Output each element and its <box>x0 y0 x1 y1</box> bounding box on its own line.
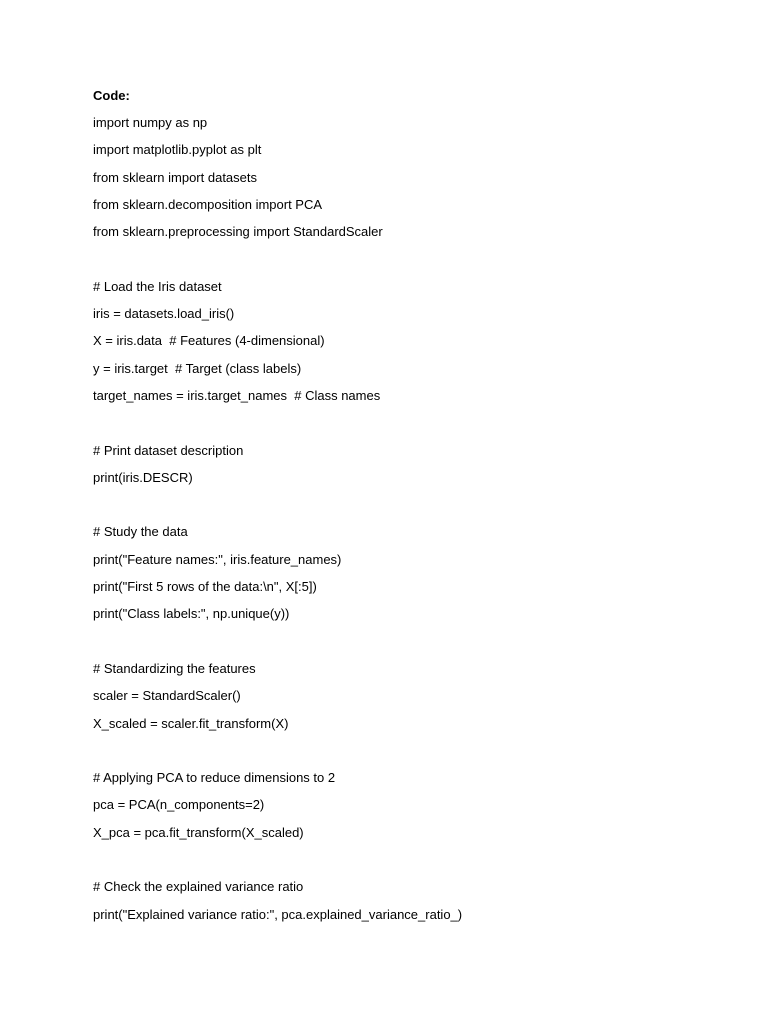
code-lines <box>93 113 693 932</box>
code-line: print("Class labels:", np.unique(y)) <box>93 606 290 622</box>
blank-line <box>93 741 693 768</box>
code-heading: Code: <box>93 88 130 103</box>
blank-line <box>93 632 693 659</box>
code-line: from sklearn.decomposition import PCA <box>93 196 323 212</box>
code-comment-line: # Load the Iris dataset <box>93 278 222 294</box>
code-line: print("Explained variance ratio:", pca.explained_variance_ratio_) <box>93 906 463 922</box>
code-comment-line: # Standardizing the features <box>93 660 256 676</box>
code-line: y = iris.target # Target (class labels) <box>93 360 302 376</box>
code-listing <box>93 86 693 932</box>
blank-line <box>93 850 693 877</box>
code-comment-line: # Study the data <box>93 524 188 540</box>
code-line: print("Feature names:", iris.feature_names) <box>93 551 342 567</box>
code-line: iris = datasets.load_iris() <box>93 306 235 322</box>
code-line: scaler = StandardScaler() <box>93 688 241 704</box>
code-line: import numpy as np <box>93 115 208 130</box>
blank-line <box>93 495 693 522</box>
code-line: X_pca = pca.fit_transform(X_scaled) <box>93 824 304 840</box>
code-comment-line: # Check the explained variance ratio <box>93 879 304 895</box>
code-line: from sklearn import datasets <box>93 169 258 185</box>
code-comment-line: # Applying PCA to reduce dimensions to 2 <box>93 770 336 786</box>
code-line: X_scaled = scaler.fit_transform(X) <box>93 715 289 731</box>
code-line: X = iris.data # Features (4-dimensional) <box>93 333 325 349</box>
blank-line <box>93 249 693 276</box>
blank-line <box>93 413 693 440</box>
code-line: print("First 5 rows of the data:\n", X[:5]) <box>93 579 317 595</box>
code-line: pca = PCA(n_components=2) <box>93 797 265 813</box>
code-line: import matplotlib.pyplot as plt <box>93 142 262 158</box>
code-comment-line: # Print dataset description <box>93 442 244 458</box>
code-line: target_names = iris.target_names # Class names <box>93 387 381 403</box>
code-line: from sklearn.preprocessing import StandardScaler <box>93 224 383 240</box>
code-line: print(iris.DESCR) <box>93 469 193 485</box>
